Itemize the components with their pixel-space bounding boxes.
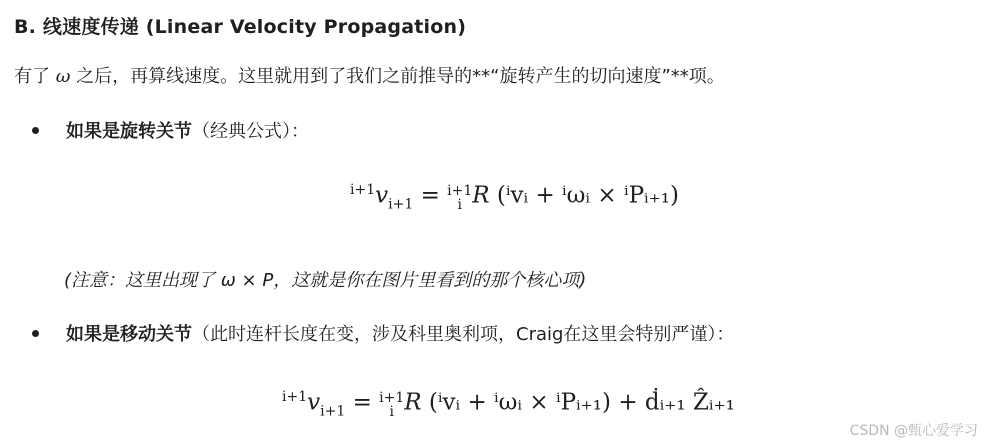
eq-rot-top: i+1 <box>379 389 405 406</box>
eq-body: (ⁱvᵢ + ⁱωᵢ × ⁱPᵢ₊₁) + ḋᵢ₊₁ Ẑᵢ₊₁ <box>428 389 735 416</box>
eq-rotation-frames <box>379 391 404 419</box>
watermark: CSDN @甄心爱学习 <box>849 423 978 439</box>
bullet-bold-label: 如果是移动关节 <box>66 324 192 345</box>
eq-velocity-symbol: v <box>375 182 389 209</box>
equation-prismatic <box>282 389 735 419</box>
eq-rotation-symbol: R <box>404 389 422 416</box>
equation-revolute <box>350 182 679 212</box>
eq-equals: = <box>420 182 440 209</box>
intro-before: 有了 <box>14 66 56 87</box>
eq-velocity-subscript: i+1 <box>388 196 414 213</box>
eq-rot-bottom: i <box>457 196 462 213</box>
eq-velocity-symbol: v <box>307 389 321 416</box>
eq-rot-bottom: i <box>389 403 394 420</box>
intro-after: 之后，再算线速度。这里就用到了我们之前推导的**“旋转产生的切向速度”**项。 <box>70 66 725 87</box>
eq-rotation-symbol: R <box>472 182 490 209</box>
eq-equals: = <box>352 389 372 416</box>
bullet-rest-text: （此时连杆长度在变，涉及科里奥利项，Craig在这里会特别严谨）： <box>192 324 735 345</box>
bullet-prismatic-joint <box>30 320 734 346</box>
bullet-bold-label: 如果是旋转关节 <box>66 121 192 142</box>
bullet-rest-text: （经典公式）： <box>192 121 309 142</box>
bullet-dot-icon <box>32 330 39 337</box>
note-text: (注意：这里出现了 ω × P，这就是你在图片里看到的那个核心项) <box>64 270 587 291</box>
intro-paragraph <box>14 62 725 88</box>
eq-body: (ⁱvᵢ + ⁱωᵢ × ⁱPᵢ₊₁) <box>496 182 680 209</box>
omega-symbol: ω <box>55 66 71 87</box>
eq-pre-superscript: i+1 <box>350 182 376 198</box>
bullet-dot-icon <box>32 127 39 134</box>
eq-pre-superscript: i+1 <box>282 389 308 405</box>
bullet-revolute-joint <box>30 117 309 143</box>
eq-rotation-frames <box>447 184 472 212</box>
eq-velocity-subscript: i+1 <box>320 403 346 420</box>
section-heading: B. 线速度传递 (Linear Velocity Propagation) <box>14 16 467 38</box>
eq-rot-top: i+1 <box>447 182 473 199</box>
